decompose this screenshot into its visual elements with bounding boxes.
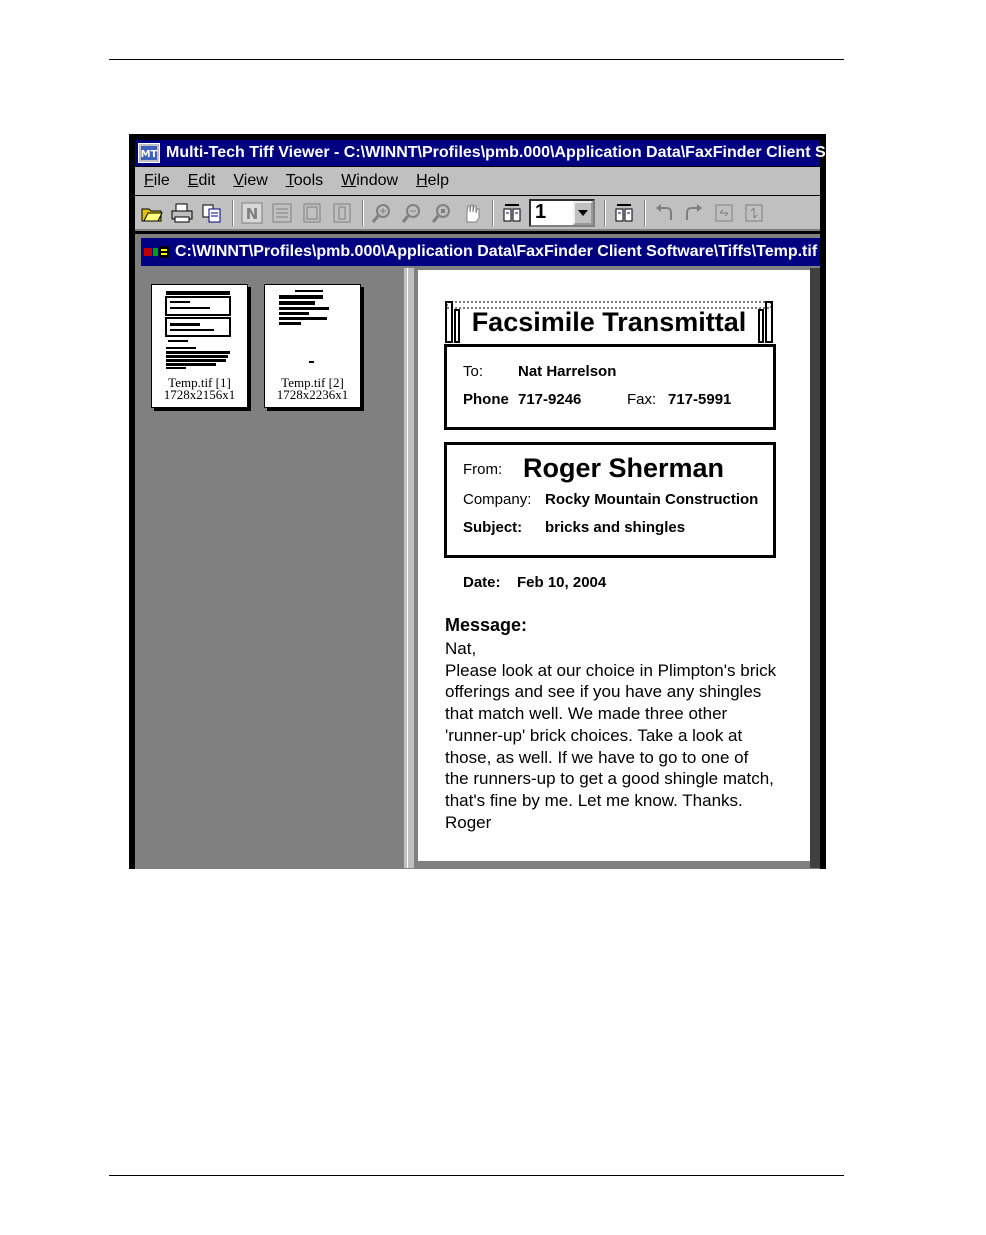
next-page-icon[interactable] (611, 200, 637, 226)
thumbnail-page-2[interactable] (264, 284, 361, 408)
date-label: Date: (463, 574, 501, 591)
print-icon[interactable] (169, 200, 195, 226)
subject-value: bricks and shingles (545, 519, 686, 536)
window-title-bar[interactable] (135, 140, 986, 166)
footer-rule (109, 1175, 844, 1176)
company-label: Company: (463, 491, 532, 508)
thumbnail-pane (145, 268, 407, 868)
previous-page-icon[interactable] (499, 200, 525, 226)
menu-item-help[interactable] (416, 172, 449, 190)
thumbnail-page-1-size: 1728x2156x1 (163, 387, 236, 402)
thumbnail-page-1[interactable] (151, 284, 248, 408)
message-body (445, 638, 805, 833)
message-line: that match well. We made three other (445, 704, 728, 724)
fax-title: Facsimile Transmittal (471, 307, 747, 337)
fit-page-icon[interactable] (299, 200, 325, 226)
toolbar-separator (492, 200, 494, 226)
message-label: Message: (445, 615, 528, 635)
normal-view-icon[interactable] (239, 200, 265, 226)
to-value: Nat Harrelson (518, 363, 617, 380)
rotate-left-icon[interactable] (651, 200, 677, 226)
window-frame-right (810, 268, 820, 868)
hand-pan-icon[interactable] (459, 200, 485, 226)
thumbnail-page-2-size: 1728x2236x1 (276, 387, 349, 402)
message-line: Nat, (445, 639, 477, 658)
copy-icon[interactable] (199, 200, 225, 226)
menu-mnemonic: F (144, 172, 154, 189)
document-window-title-bar[interactable] (141, 238, 820, 266)
phone-value: 717-9246 (518, 391, 582, 408)
menu-label-rest: dit (198, 172, 216, 189)
thumbnail-page-2-name: Temp.tif [2] (281, 375, 344, 390)
toolbar (135, 196, 820, 231)
company-value: Rocky Mountain Construction (545, 491, 759, 508)
toolbar-separator (644, 200, 646, 226)
window-title: Multi-Tech Tiff Viewer - C:\WINNT\Profiles\pmb.000\Application Data\FaxFinder Client Software\Tiffs\Temp.tif (166, 144, 986, 161)
toolbar-separator (604, 200, 606, 226)
document-icon (144, 244, 170, 260)
menu-mnemonic: E (187, 172, 199, 189)
message-line: Please look at our choice in Plimpton's brick (445, 660, 777, 680)
phone-label: Phone (463, 391, 509, 408)
rotate-right-icon[interactable] (681, 200, 707, 226)
menu-item-file[interactable] (144, 172, 170, 190)
toolbar-separator (232, 200, 234, 226)
menu-item-edit[interactable] (188, 172, 216, 190)
menu-label-rest: indow (356, 172, 399, 189)
document-window-title: C:\WINNT\Profiles\pmb.000\Application Data\FaxFinder Client Software\Tiffs\Temp.tif (175, 243, 818, 260)
message-line: the runners-up to get a good shingle match, (445, 769, 774, 789)
message-line: those, as well. If we have to go to one of (445, 747, 749, 767)
menu-label-rest: iew (243, 172, 268, 189)
from-value: Roger Sherman (523, 453, 725, 483)
sender-box (444, 442, 776, 558)
to-label: To: (463, 363, 484, 380)
fax-label: Fax: (627, 391, 657, 408)
menu-label-rest: elp (427, 172, 449, 189)
zoom-out-icon[interactable] (399, 200, 425, 226)
thumbnail-page-1-image (152, 285, 247, 375)
recipient-box (444, 344, 776, 430)
menu-label-rest: ools (293, 172, 324, 189)
tiff-viewer-window (129, 134, 986, 869)
fax-value: 717-5991 (668, 391, 732, 408)
document-view[interactable] (416, 268, 810, 861)
menu-bar (135, 167, 820, 195)
message-line: offerings and see if you have any shingles (445, 682, 762, 702)
date-value: Feb 10, 2004 (517, 574, 607, 591)
fit-width-icon[interactable] (269, 200, 295, 226)
message-line: 'runner-up' brick choices. Take a look at (445, 725, 743, 745)
subject-label: Subject: (463, 519, 523, 536)
menu-mnemonic: V (233, 172, 244, 189)
menu-mnemonic: W (341, 172, 357, 189)
thumbnail-page-1-name: Temp.tif [1] (168, 375, 231, 390)
chevron-down-icon[interactable] (573, 201, 593, 225)
menu-item-view[interactable] (233, 172, 267, 190)
zoom-in-icon[interactable] (369, 200, 395, 226)
svg-text:MT: MT (140, 149, 158, 160)
flip-icon[interactable] (711, 200, 737, 226)
header-rule (109, 59, 844, 60)
menu-item-window[interactable] (341, 172, 398, 190)
invert-icon[interactable] (741, 200, 767, 226)
page-number-dropdown[interactable] (529, 199, 595, 227)
open-folder-icon[interactable] (139, 200, 165, 226)
from-label: From: (463, 461, 503, 478)
menu-label-rest: ile (153, 172, 170, 189)
menu-mnemonic: H (416, 172, 428, 189)
multitech-app-icon (138, 143, 160, 163)
thumbnail-page-2-image (265, 285, 360, 375)
message-line: that's fine by me. Let me know. Thanks. (445, 790, 743, 810)
svg-text:N: N (245, 204, 259, 223)
fit-height-icon[interactable] (329, 200, 355, 226)
zoom-area-icon[interactable] (429, 200, 455, 226)
message-line: Roger (445, 812, 492, 832)
menu-mnemonic: T (285, 172, 294, 189)
mdi-workspace (135, 234, 820, 869)
menu-item-tools[interactable] (286, 172, 323, 190)
page-number-value: 1 (535, 201, 547, 223)
fax-title-banner (444, 300, 774, 344)
toolbar-separator (362, 200, 364, 226)
pane-splitter[interactable] (407, 268, 415, 868)
